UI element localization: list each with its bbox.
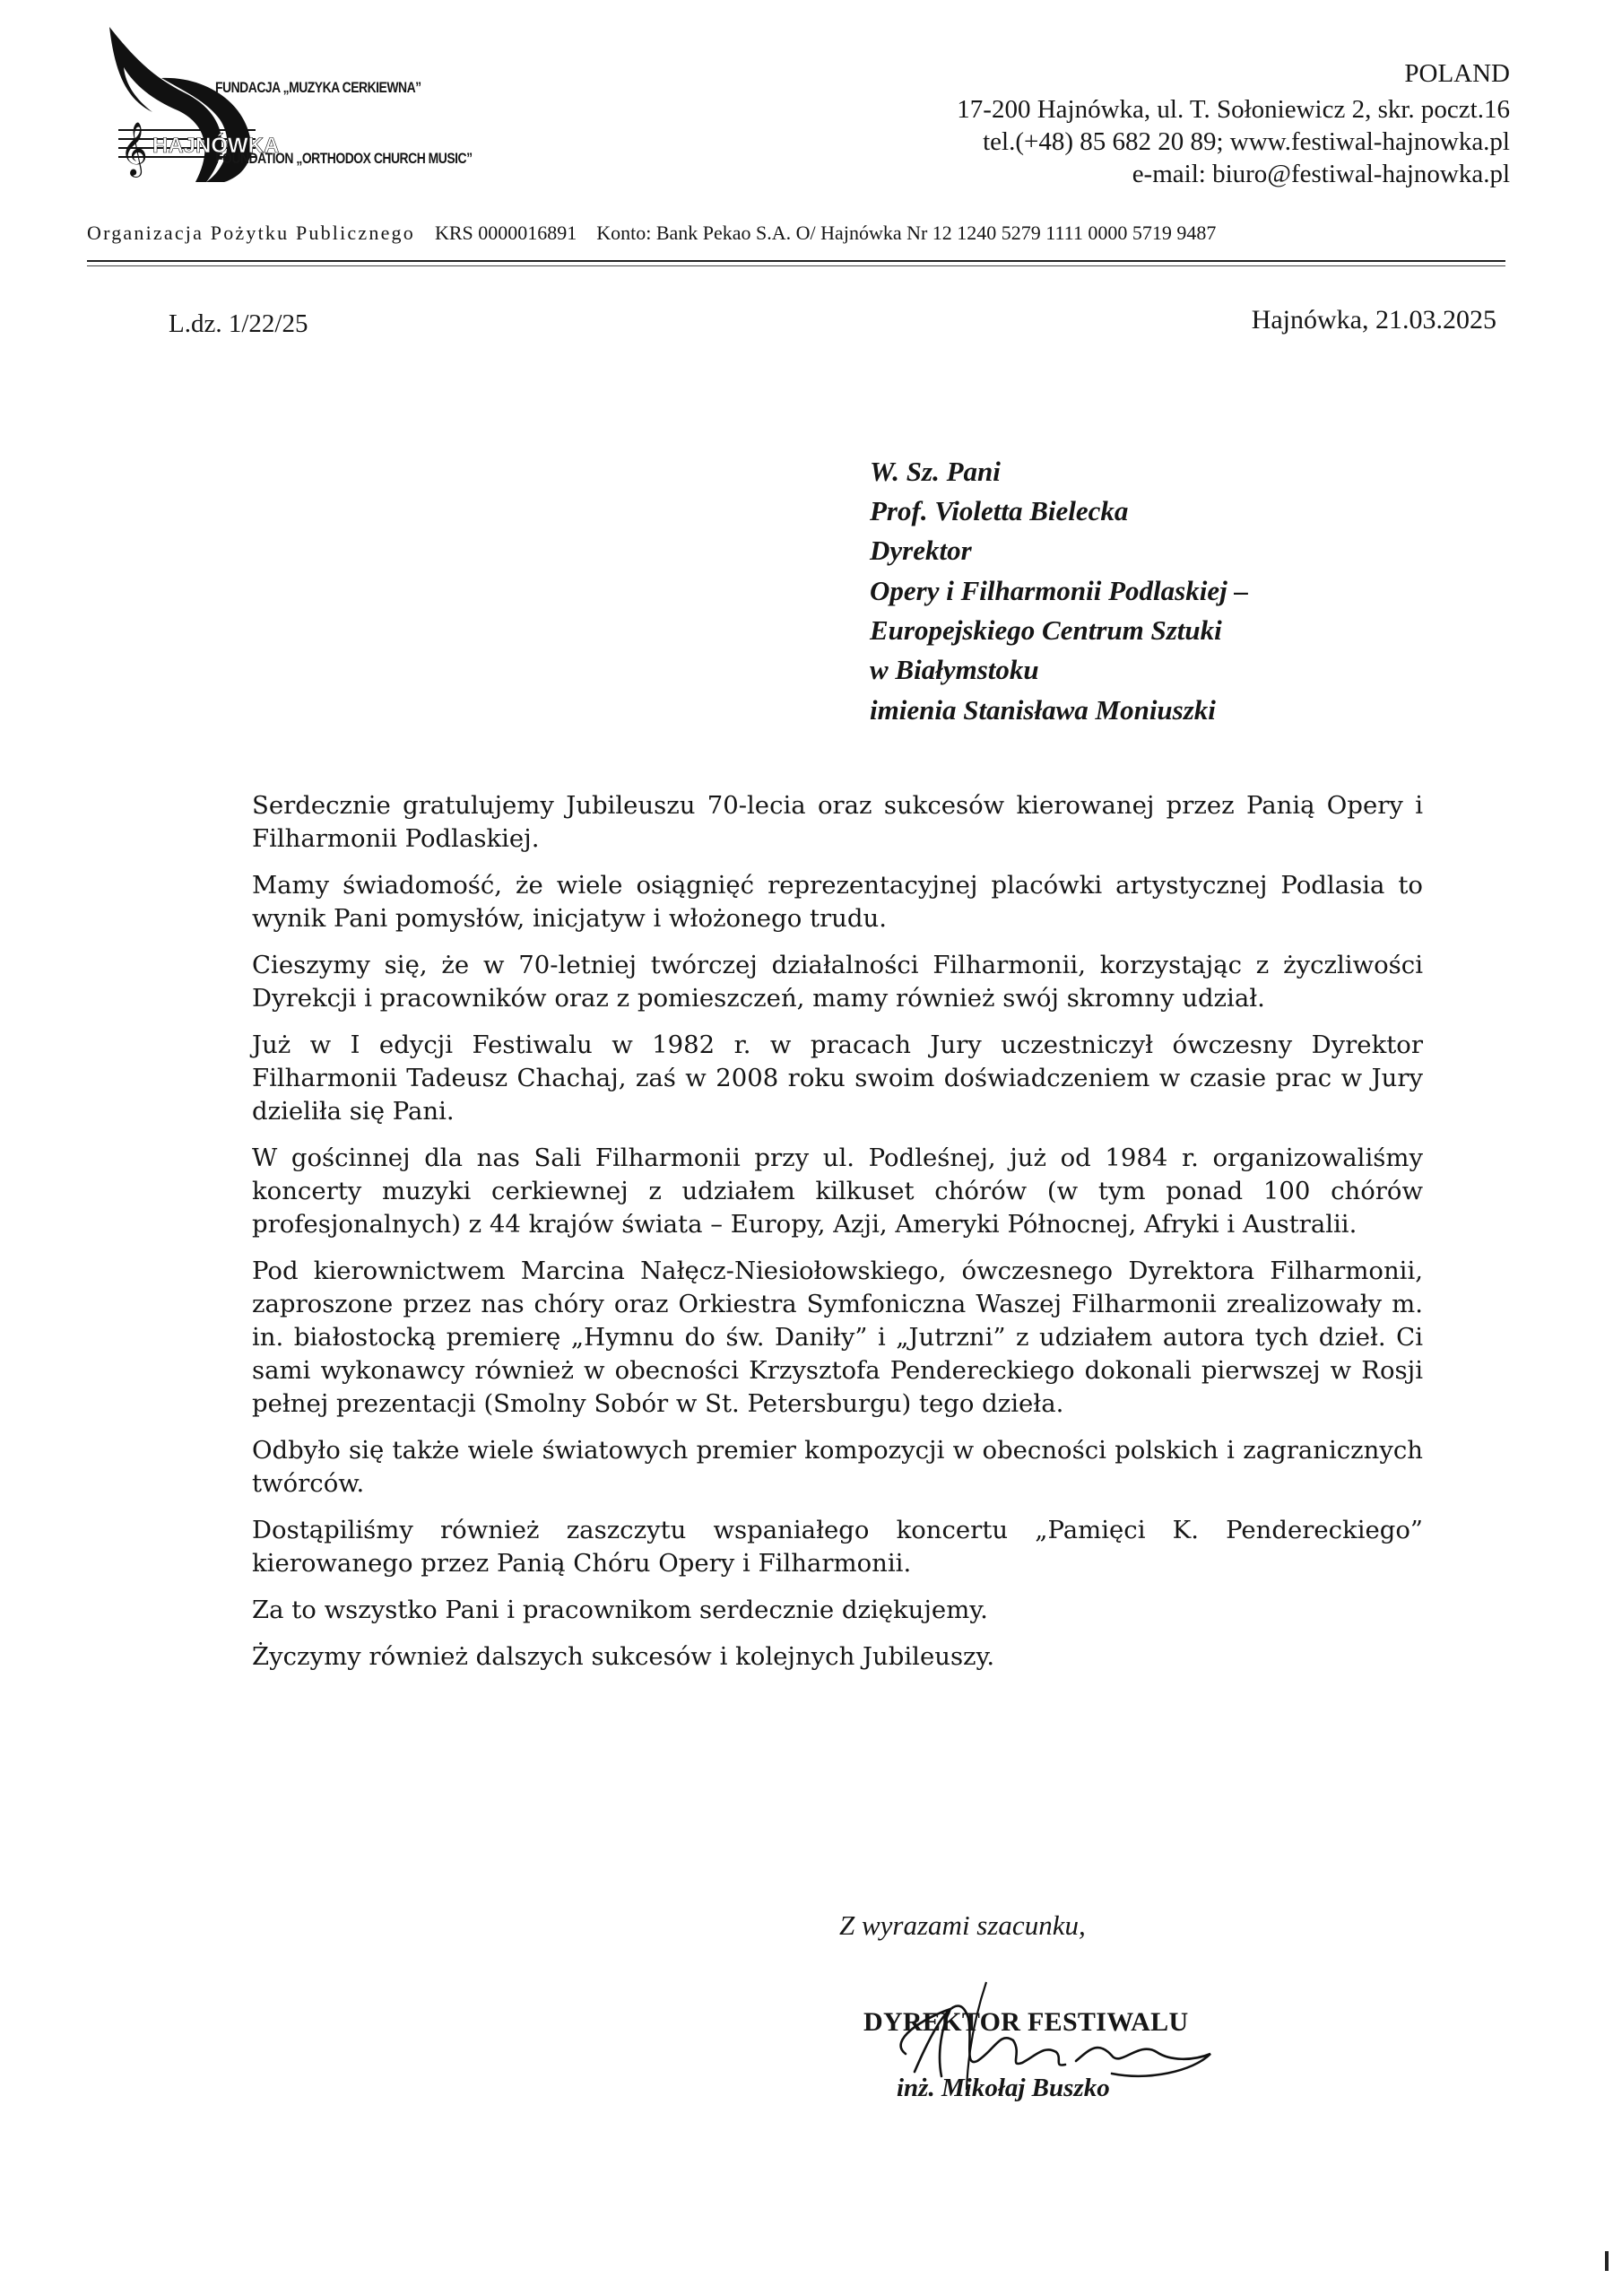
paragraph: Już w I edycji Festiwalu w 1982 r. w pracach Jury uczestniczył ówczesny Dyrektor Filharmonii Tadeusz Chachaj, zaś w 2008 roku swoim doświadczeniem w czasie prac w Jury dzieliła się Pani. (252, 1031, 1423, 1126)
header-divider (87, 260, 1505, 262)
contact-email[interactable]: e-mail: biuro@festiwal-hajnowka.pl (1132, 160, 1510, 188)
opp-status: Organizacja Pożytku Publicznego (87, 222, 415, 244)
paragraph: Życzymy również dalszych sukcesów i kolejnych Jubileuszy. (252, 1642, 995, 1671)
svg-text:HAJNÓWKA: HAJNÓWKA (152, 134, 280, 158)
paragraph: Dostąpiliśmy również zaszczytu wspaniałego koncertu „Pamięci K. Pendereckiego” kierowanego przez Panią Chóru Opery i Filharmonii. (252, 1516, 1423, 1578)
paragraph: Pod kierownictwem Marcina Nałęcz-Niesiołowskiego, ówczesnego Dyrektora Filharmonii, zaproszone przez nas chóry oraz Orkiestra Symfoniczna Waszej Filharmonii zrealizowały m. in. białostocką premierę „Hymnu do św. Daniły” i „Jutrzni” z udziałem autora tych dzieł. Ci sami wykonawcy również w obecności Krzysztofa Pendereckiego dokonali pierwszej w Rosji pełnej prezentacji (Smolny Sobór w St. Petersburgu) tego dzieła. (252, 1257, 1423, 1418)
recipient-salutation: W. Sz. Pani (870, 456, 1001, 487)
paragraph: Cieszymy się, że w 70-letniej twórczej działalności Filharmonii, korzystając z życzliwości Dyrekcji i pracowników oraz z pomieszczeń, mamy również swój skromny udział. (252, 951, 1423, 1013)
paragraph: Za to wszystko Pani i pracownikom serdecznie dziękujemy. (252, 1596, 988, 1624)
recipient-position: Dyrektor (870, 535, 972, 566)
paragraph: Serdecznie gratulujemy Jubileuszu 70-lecia oraz sukcesów kierowanej przez Panią Opery i Filharmonii Podlaskiej. (252, 791, 1423, 853)
letter-body (252, 789, 1423, 1687)
paragraph: Odbyło się także wiele światowych premier kompozycji w obecności polskich i zagranicznych twórców. (252, 1436, 1423, 1498)
recipient-city: w Białymstoku (870, 654, 1039, 685)
registration-bar (87, 222, 1495, 245)
foundation-name-pl: FUNDACJA „MUZYKA CERKIEWNA” (215, 79, 421, 96)
place-date: Hajnówka, 21.03.2025 (1251, 305, 1496, 335)
paragraph: Mamy świadomość, że wiele osiągnięć reprezentacyjnej placówki artystycznej Podlasia to wynik Pani pomysłów, inicjatyw i włożonego trudu. (252, 871, 1423, 933)
header-divider-thin (87, 265, 1505, 266)
recipient-institution-line2: Europejskiego Centrum Sztuki (870, 614, 1222, 646)
signatory-title: DYREKTOR FESTIWALU (863, 2007, 1189, 2037)
recipient-patron: imienia Stanisława Moniuszki (870, 694, 1216, 726)
contact-country: POLAND (1404, 59, 1510, 88)
bank-account: Konto: Bank Pekao S.A. O/ Hajnówka Nr 12 1240 5279 1111 0000 5719 9487 (596, 222, 1217, 244)
reference-number: L.dz. 1/22/25 (169, 309, 308, 338)
recipient-name: Prof. Violetta Bielecka (870, 495, 1129, 526)
recipient-institution-line1: Opery i Filharmonii Podlaskiej – (870, 575, 1248, 606)
krs-number: KRS 0000016891 (434, 222, 577, 244)
scan-mark (1605, 2251, 1609, 2271)
closing-phrase: Z wyrazami szacunku, (839, 1909, 1086, 1941)
paragraph: W gościnnej dla nas Sali Filharmonii przy ul. Podleśnej, już od 1984 r. organizowaliśmy koncerty muzyki cerkiewnej z udziałem kilkuset chórów (w tym ponad 100 chórów profesjonalnych) z 44 krajów świata – Europy, Azji, Ameryki Północnej, Afryki i Australii. (252, 1144, 1423, 1239)
contact-address: 17-200 Hajnówka, ul. T. Sołoniewicz 2, skr. poczt.16 (957, 95, 1510, 124)
signatory-name: inż. Mikołaj Buszko (897, 2074, 1110, 2102)
foundation-name-en: FOUNDATION „ORTHODOX CHURCH MUSIC” (215, 150, 473, 167)
svg-text:𝄞: 𝄞 (120, 122, 148, 176)
contact-phone-website[interactable]: tel.(+48) 85 682 20 89; www.festiwal-hajnowka.pl (983, 127, 1510, 156)
